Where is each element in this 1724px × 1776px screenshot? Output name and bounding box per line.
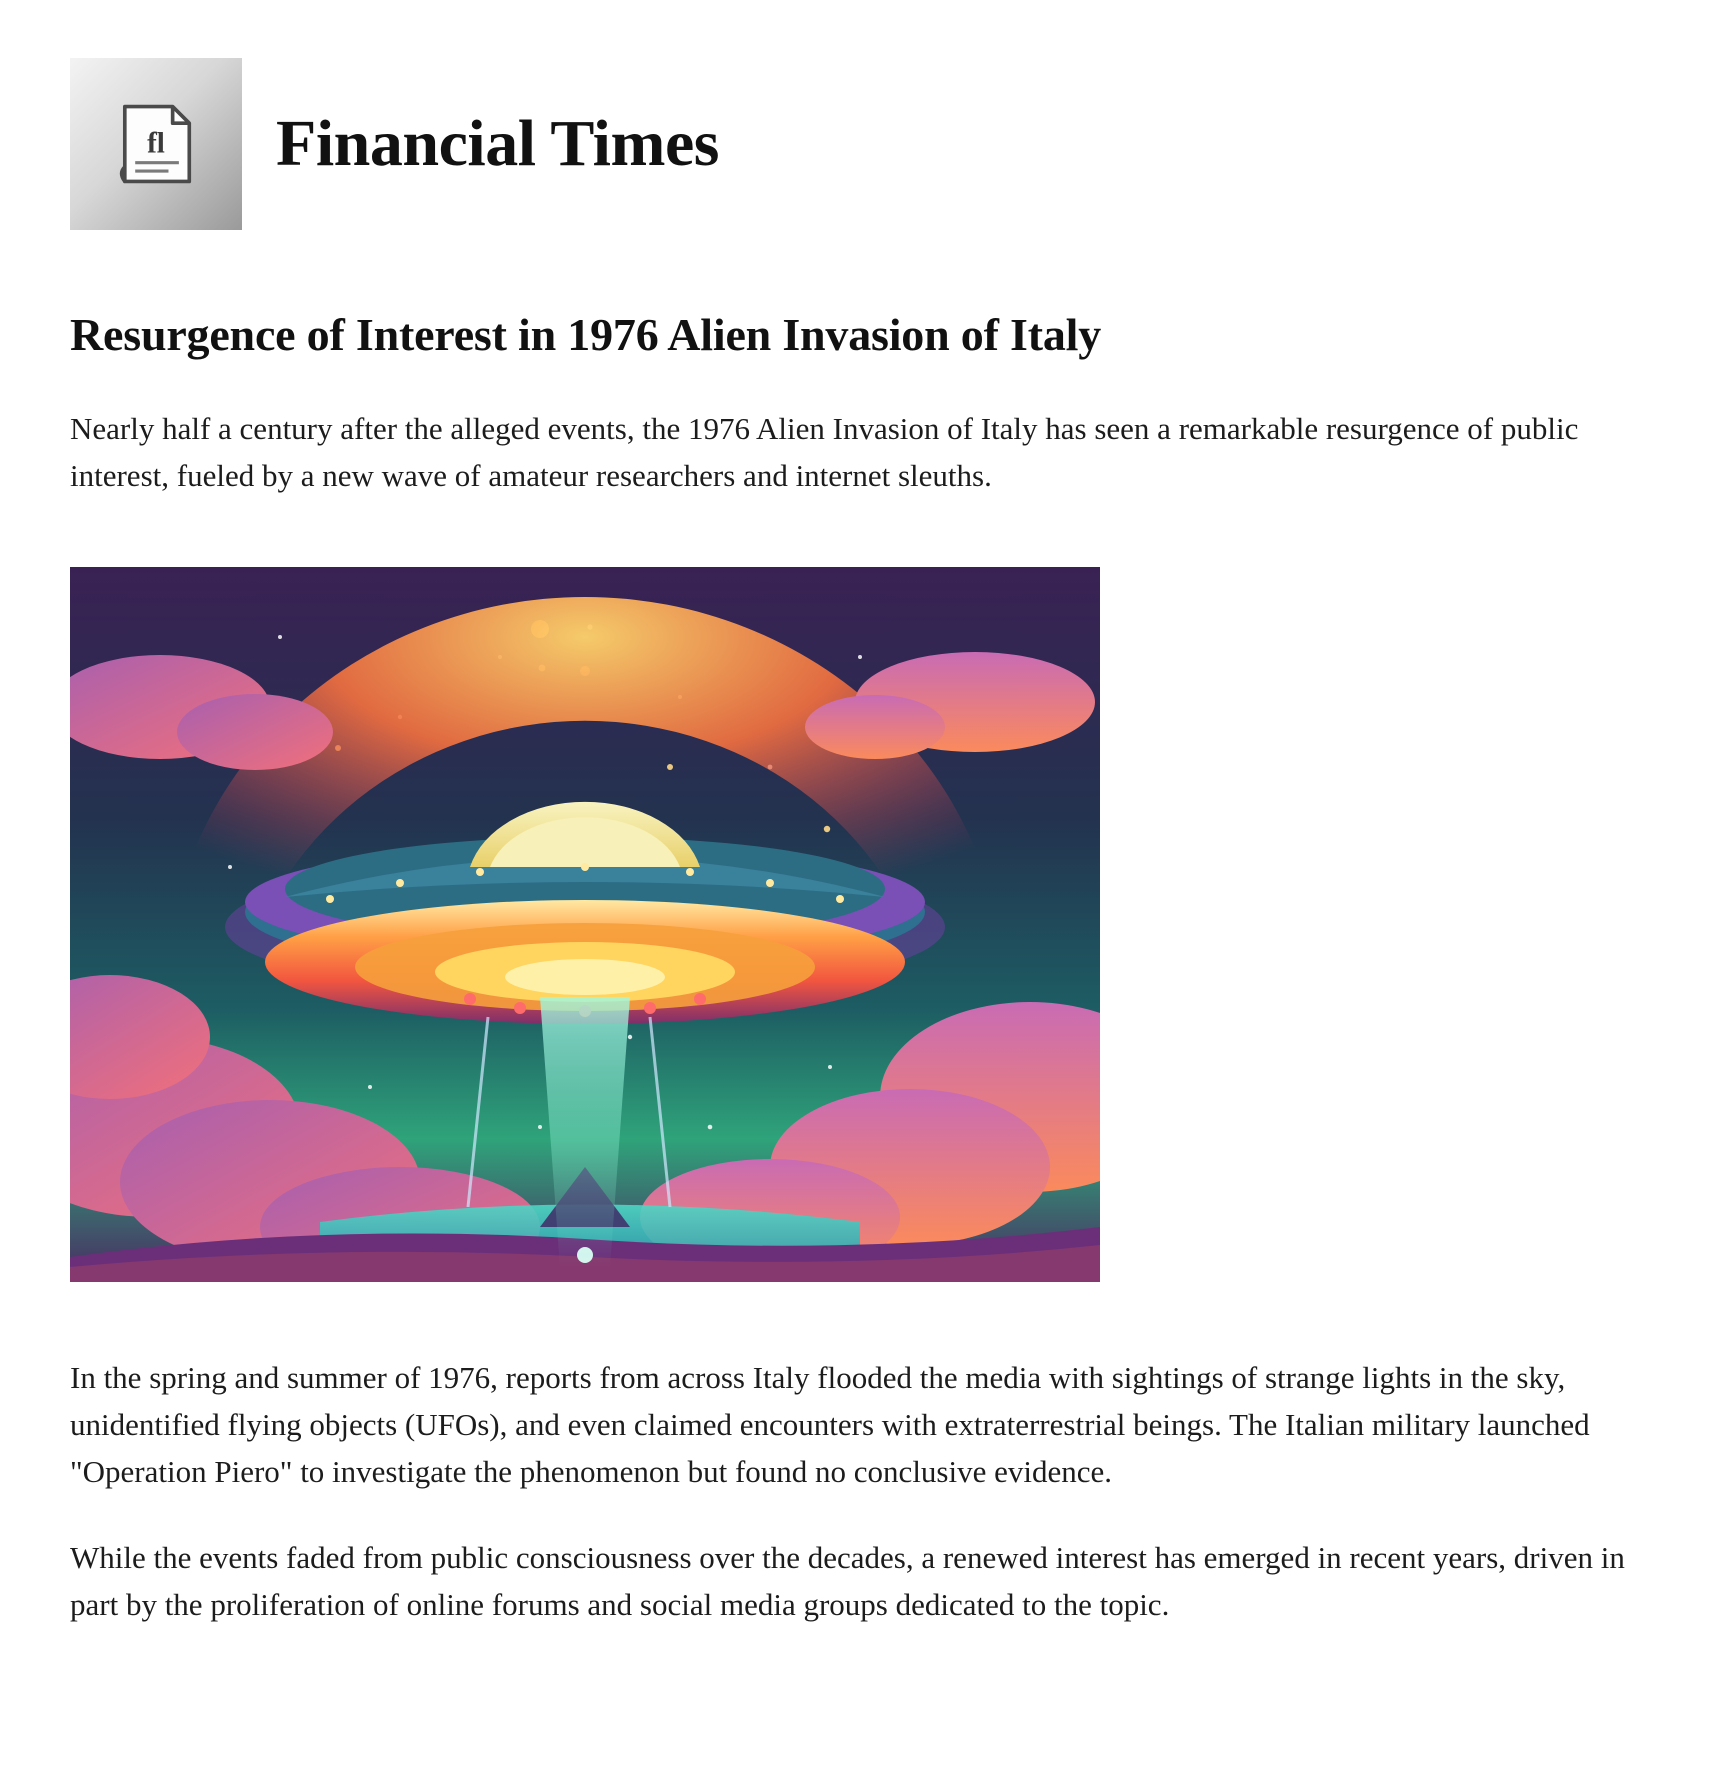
- masthead: [70, 58, 1654, 230]
- page-title: Resurgence of Interest in 1976 Alien Invasion of Italy: [70, 309, 1102, 360]
- svg-text:fl: fl: [147, 127, 165, 160]
- newspaper-logo-icon: [70, 58, 242, 230]
- article-paragraph-2: While the events faded from public consciousness over the decades, a renewed interest has emerged in recent years, driven in part by the proliferation of online forums and social media groups dedicated to the topic.: [70, 1539, 1625, 1622]
- ufo-illustration: [70, 567, 1100, 1282]
- brand-title: Financial Times: [276, 107, 719, 180]
- article-standfirst: Nearly half a century after the alleged events, the 1976 Alien Invasion of Italy has seen a remarkable resurgence of public interest, fueled by a new wave of amateur researchers and internet sleuths.: [70, 411, 1579, 493]
- article-body: [70, 1354, 1654, 1628]
- article-paragraph-1: In the spring and summer of 1976, reports from across Italy flooded the media with sightings of strange lights in the sky, unidentified flying objects (UFOs), and even claimed encounters with extraterrestrial beings. The Italian military launched "Operation Piero" to investigate the phenomenon but found no conclusive evidence.: [70, 1360, 1590, 1490]
